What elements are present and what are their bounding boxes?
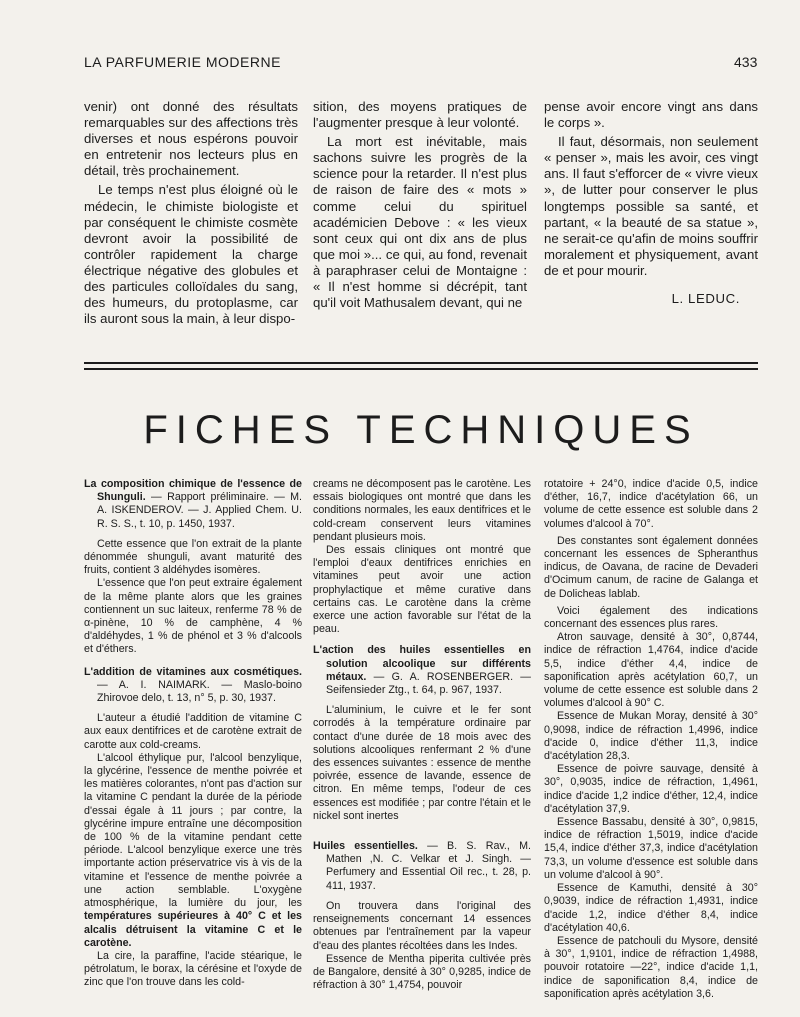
- article-column-1: [84, 99, 298, 327]
- fiche-reference: — A. I. NAIMARK. — Maslo-boino Zhirovoe delo, t. 13, n° 5, p. 30, 1937.: [97, 678, 302, 705]
- paragraph: rotatoire + 24°0, indice d'acide 0,5, indice d'éther, 16,7, indice d'acétylation 66, un volume de cette essence est soluble dans 2 volumes d'alcool à 70°.: [544, 478, 758, 530]
- paragraph: Voici également des indications concernant des essences plus rares.: [544, 604, 758, 631]
- paragraph: L'aluminium, le cuivre et le fer sont corrodés à la température ordinaire par contact d'une durée de 18 mois avec des solutions alcooliques renfermant 2 % d'une des essences suivantes : essence de menthe poivrée, essence de lavande, essence de citron. En même temps, l'odeur de ces essences est modifiée ; par contre l'étain et le nickel sont inertes: [313, 704, 531, 822]
- fiches-column-2: [313, 478, 531, 1001]
- fiche-reference: — Rapport préliminaire. — M. A. ISKENDEROV. — J. Applied Chem. U. R. S. S., t. 10, p. 1450, 1937.: [97, 491, 302, 530]
- fiche-title: La composition chimique de l'essence de Shunguli.: [84, 478, 302, 504]
- fiche-body: [313, 900, 531, 992]
- fiche-entry: [313, 840, 531, 992]
- fiches-column-1: [84, 478, 302, 999]
- fiche-title: L'addition de vitamines aux cosmétiques.: [84, 665, 302, 678]
- fiche-heading: [313, 840, 531, 893]
- paragraph: Atron sauvage, densité à 30°, 0,8744, indice de réfraction 1,4764, indice d'acide 5,5, indice d'éther 4,4, indice de saponification après acétylation 60,7, un volume de cette essence est soluble dans 2 volumes d'alcool à 90° C.: [544, 631, 758, 710]
- paragraph: [84, 752, 302, 950]
- page-number: 433: [734, 54, 758, 70]
- fiche-heading: [313, 644, 531, 697]
- paragraph: L'essence que l'on peut extraire également de la même plante alors que les graines contiennent un suc laiteux, renferme 78 % de α-pinène, 10 % de camphène, 4 % d'aldéhydes, 1 % de phénol et 3 % d'alcools et d'éthers.: [84, 577, 302, 656]
- fiches-column-3: [544, 478, 758, 1001]
- fiche-body: [313, 478, 531, 636]
- paragraph: Il faut, désormais, non seulement « penser », mais les avoir, ces vingt ans. Il faut s'efforcer de « vivre vieux », de lutter pour conserver le plus longtemps possible sa santé, et partant, « la beauté de sa statue », ne serait-ce qu'afin de moins souffrir moralement et physiquement, avant de et pour mourir.: [544, 134, 758, 278]
- paragraph: venir) ont donné des résultats remarquables sur des affections très diverses et nous espérons pouvoir en entretenir nos lecteurs plus en détail, très prochainement.: [84, 99, 298, 179]
- paragraph: L'auteur a étudié l'addition de vitamine C aux eaux dentifrices et de carotène extrait de carotte aux cold-creams.: [84, 712, 302, 751]
- fiche-heading: [84, 666, 302, 706]
- paragraph: Essence de Mukan Moray, densité à 30° 0,9098, indice de réfraction 1,4996, indice d'acide 0, indice d'éther 11,3, indice d'acétylation 28,3.: [544, 710, 758, 763]
- paragraph: Essence Bassabu, densité à 30°, 0,9815, indice de réfraction 1,5019, indice d'acide 15,4, indice d'éther 37,3, indice d'acétylation 73,3, un volume d'essence est soluble dans un volume d'alcool à 90°.: [544, 816, 758, 881]
- paragraph: Des essais cliniques ont montré que l'emploi d'eaux dentifrices enrichies en vitamines peut avoir une action prophylactique et même curative dans certains cas. Le carotène dans la crème exerce une action favorable sur l'état de la peau.: [313, 544, 531, 636]
- paragraph: Essence de poivre sauvage, densité à 30°, 0,9035, indice de réfraction, 1,4961, indice d'acide 1,2 indice d'éther, 12,4, indice d'acétylation 37,9.: [544, 763, 758, 815]
- paragraph: Des constantes sont également données concernant les essences de Spheranthus indicus, de Oavana, de racine de Devaderi d'Ocimum canum, de racine de Galanga et de Dolicheas lablab.: [544, 534, 758, 600]
- section-title: FICHES TECHNIQUES: [143, 408, 699, 452]
- fiche-title: Huiles essentielles.: [313, 840, 418, 853]
- paragraph: La cire, la paraffine, l'acide stéarique, le pétrolatum, le borax, la cérésine et l'oxyde de zinc que l'on trouve dans les cold-: [84, 949, 302, 989]
- fiche-body: [84, 712, 302, 989]
- running-title: LA PARFUMERIE MODERNE: [84, 54, 281, 70]
- article-column-3: [544, 99, 758, 307]
- fiche-body: [84, 538, 302, 657]
- fiche-entry: [313, 644, 531, 823]
- fiche-heading: [84, 478, 302, 531]
- paragraph: On trouvera dans l'original des renseignements concernant 14 essences obtenues par l'entraînement par la vapeur d'eau des plantes récoltées dans les Indes.: [313, 899, 531, 952]
- fiche-entry: [84, 666, 302, 990]
- fiche-body: [313, 704, 531, 823]
- paragraph: Le temps n'est plus éloigné où le médecin, le chimiste biologiste et par conséquent le chimiste cosmète devront avoir la possibilité de contrôler rapidement la charge électrique négative des globules et des particules colloïdales du sang, des humeurs, du protoplasme, car ils auront sous la main, à leur dispo-: [84, 182, 298, 327]
- paragraph: creams ne décomposent pas le carotène. Les essais biologiques ont montré que dans les conditions normales, les eaux dentifrices et le cold-cream conservent leurs vitamines pendant plusieurs mois.: [313, 478, 531, 543]
- fiche-title: L'action des huiles essentielles en solution alcoolique sur différents métaux.: [313, 644, 531, 683]
- fiche-reference: — B. S. Rav., M. Mathen ,N. C. Velkar et J. Singh. — Perfumery and Essential Oil rec., t. 28, p. 411, 1937.: [326, 840, 531, 892]
- fiche-body: [544, 478, 758, 1001]
- paragraph-text: L'alcool éthylique pur, l'alcool benzylique, la glycérine, l'essence de menthe poivrée et les matières colorantes, n'ont pas d'action sur la vitamine C pendant la durée de la période d'essai égale à 11 jours ; par contre, la glycérine impure entraîne une décomposition de 100 % de la vitamine pendant cette période. L'alcool benzylique exerce une très importante action préservatrice vis à vis de la vitamine et l'essence de menthe poivrée a une action semblable. L'oxygène atmosphérique, la lumière du jour, les: [84, 751, 302, 910]
- paragraph: Essence de patchouli du Mysore, densité à 30°, 1,9101, indice de réfraction 1,4988, pouvoir rotatoire —22°, indice d'acide 1,1, indice de saponification 8,4, indice de saponification après acétylation 3,6.: [544, 934, 758, 1000]
- section-rule-top: [84, 362, 758, 364]
- paragraph: Essence de Mentha piperita cultivée près de Bangalore, densité à 30° 0,9285, indice de réfraction à 30° 1,4754, pouvoir: [313, 952, 531, 992]
- paragraph: La mort est inévitable, mais sachons suivre les progrès de la science pour la retarder. Il n'est plus de raison de faire des « mots » comme celui du spirituel académicien Debove : « les vieux sont ceux qui ont dix ans de plus que moi »... ce qui, au fond, revenait à paraphraser celui de Montaigne : « Il n'est homme si décrépit, tant qu'il voit Mathusalem devant, qui ne: [313, 134, 527, 311]
- fiche-entry: [84, 478, 302, 657]
- paragraph: Essence de Kamuthi, densité à 30° 0,9039, indice de réfraction 1,4931, indice d'acide 1,2, indice d'éther 8,4, indice d'acétylation 40,6.: [544, 882, 758, 934]
- emphasis-text: températures supérieures à 40° C et les alcalis détruisent la vitamine C et le carotène.: [84, 910, 302, 949]
- section-rule-bottom: [84, 368, 758, 370]
- fiche-reference: — G. A. ROSENBERGER. — Seifensieder Ztg., t. 64, p. 967, 1937.: [326, 670, 531, 697]
- paragraph: Cette essence que l'on extrait de la plante dénommée shunguli, avant maturité des fruits, contient 3 aldéhydes isomères.: [84, 537, 302, 577]
- paragraph: sition, des moyens pratiques de l'augmenter presque à leur volonté.: [313, 99, 527, 131]
- author-signature: L. LEDUC.: [671, 291, 740, 307]
- article-column-2: [313, 99, 527, 311]
- paragraph: pense avoir encore vingt ans dans le corps ».: [544, 99, 758, 131]
